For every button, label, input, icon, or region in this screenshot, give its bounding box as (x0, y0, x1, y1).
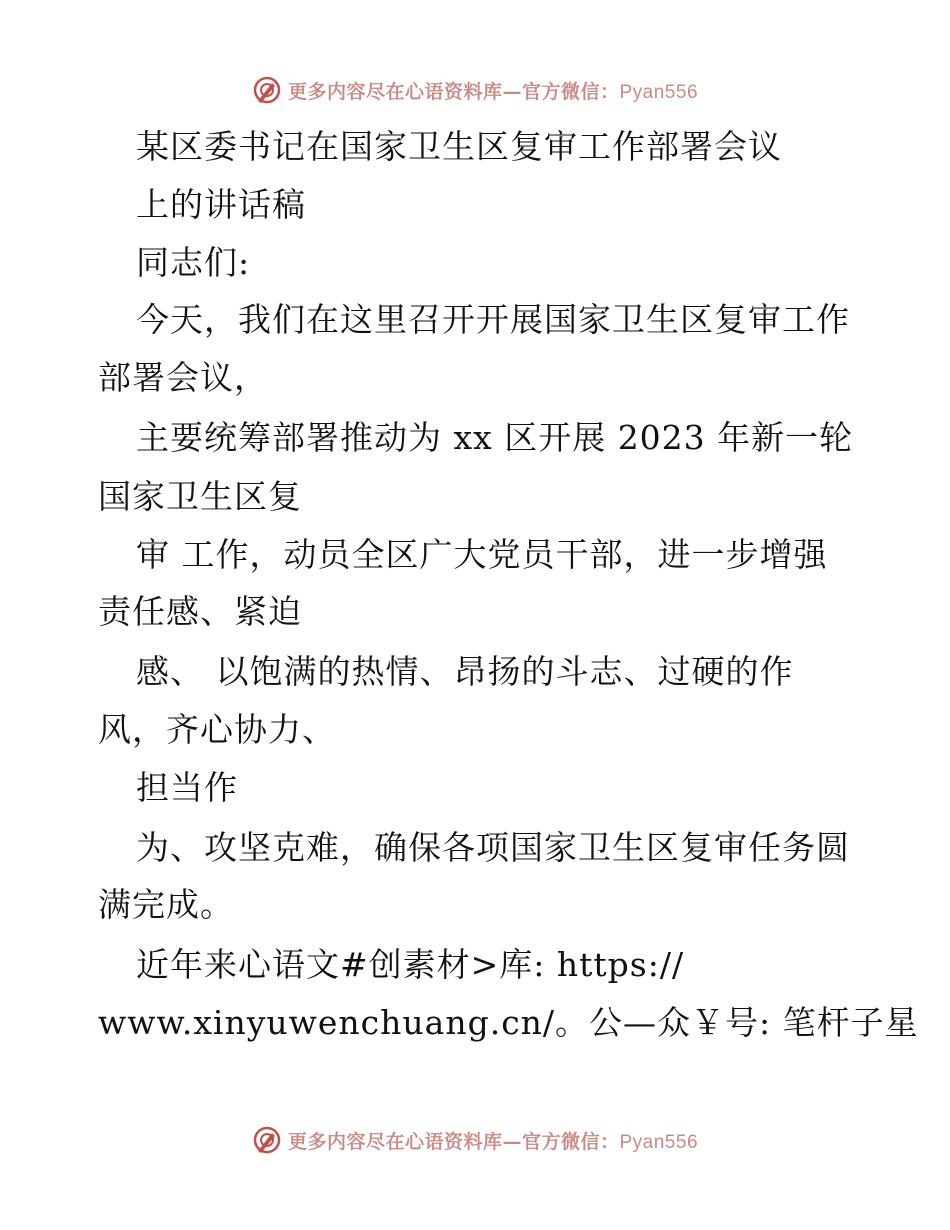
paragraph-line: 审 工作，动员全区广大党员干部，进一步增强 (136, 535, 828, 574)
banner-text: 更多内容尽在心语资料库—官方微信：Pyan556 (287, 80, 699, 103)
footer-banner (0, 1120, 950, 1160)
paragraph-line: 主要统筹部署推动为 xx 区开展 2023 年新一轮 (136, 418, 854, 457)
document-title-line-1: 某区委书记在国家卫生区复审工作部署会议 (136, 127, 782, 166)
paragraph-line: 近年来心语文#创素材>库: https:// (136, 945, 685, 984)
paragraph-line: 国家卫生区复 (98, 477, 302, 516)
paragraph-line: 为、攻坚克难，确保各项国家卫生区复审任务圆 (136, 828, 850, 867)
paragraph-line: 责任感、紧迫 (98, 592, 302, 631)
paragraph-line: 风，齐心协力、 (98, 710, 336, 749)
banner-wechat-id: Pyan556 (619, 1131, 699, 1153)
paragraph-line: www.xinyuwenchuang.cn/。公—众￥号: 笔杆子星 (98, 1003, 919, 1042)
paragraph-line: 今天，我们在这里召开开展国家卫生区复审工作 (136, 300, 850, 339)
paragraph-line: 满完成。 (98, 885, 234, 924)
pen-logo-icon (252, 1125, 282, 1155)
document-title-line-2: 上的讲话稿 (136, 185, 306, 224)
salutation: 同志们: (136, 243, 251, 282)
paragraph-line: 感、 以饱满的热情、昂扬的斗志、过硬的作 (136, 652, 794, 691)
paragraph-line: 担当作 (136, 768, 238, 807)
banner-text: 更多内容尽在心语资料库—官方微信：Pyan556 (287, 1130, 699, 1153)
banner-wechat-id: Pyan556 (619, 81, 699, 103)
paragraph-line: 部署会议， (98, 358, 268, 397)
